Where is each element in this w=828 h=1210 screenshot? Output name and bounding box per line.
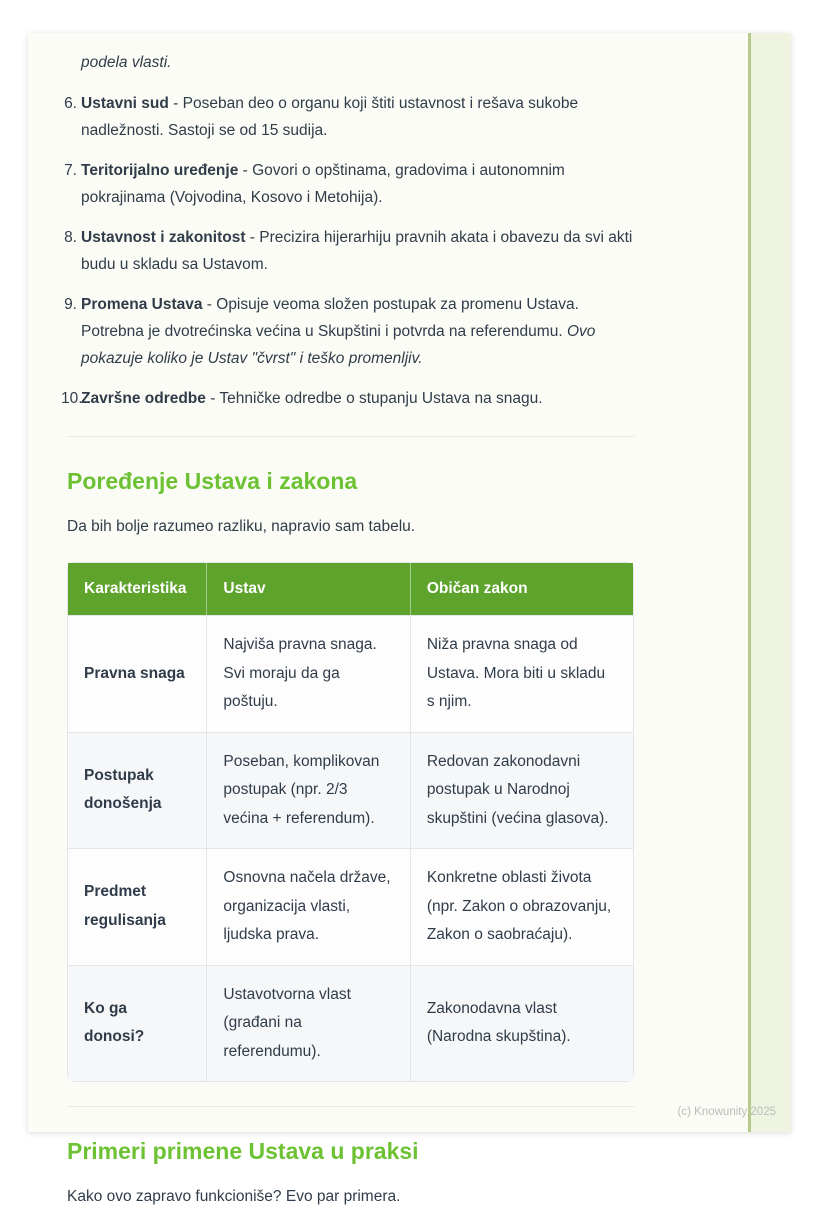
table-body <box>68 615 633 1081</box>
table-cell-ustav: Najviša pravna snaga. Svi moraju da ga poštuju. <box>206 615 409 732</box>
side-accent-strip <box>748 33 791 1132</box>
document-card <box>28 33 791 1205</box>
list-item-number: 6. <box>64 95 77 112</box>
document-content <box>61 49 634 1210</box>
table-header-ustav: Ustav <box>206 563 409 615</box>
comparison-table <box>67 562 634 1082</box>
list-item <box>61 385 634 412</box>
section-title-examples: Primeri primene Ustava u praksi <box>67 1138 419 1164</box>
list-item-text: Promena Ustava - Opisuje veoma složen postupak za promenu Ustava. Potrebna je dvotrećinska većina u Skupštini i potvrda na referendumu. Ovo pokazuje koliko je Ustav "čvrst" i teško promenljiv. <box>81 296 596 367</box>
section-divider <box>67 436 634 437</box>
table-cell-zakon: Zakonodavna vlast (Narodna skupština). <box>410 965 633 1082</box>
table-cell-label: Predmet regulisanja <box>68 848 206 965</box>
table-cell-ustav: Poseban, komplikovan postupak (npr. 2/3 većina + referendum). <box>206 732 409 849</box>
list-item <box>64 157 634 211</box>
table-cell-ustav: Ustavotvorna vlast (građani na referendumu). <box>206 965 409 1082</box>
table-header-row <box>68 563 633 615</box>
list-item-text: Završne odredbe - Tehničke odredbe o stupanju Ustava na snagu. <box>81 390 543 407</box>
table-cell-zakon: Konkretne oblasti života (npr. Zakon o obrazovanju, Zakon o saobraćaju). <box>410 848 633 965</box>
table-row <box>68 615 633 732</box>
list-item <box>64 291 634 372</box>
table-header-obican-zakon: Običan zakon <box>410 563 633 615</box>
table-cell-label: Pravna snaga <box>68 615 206 732</box>
section-title-comparison: Poređenje Ustava i zakona <box>67 468 358 494</box>
table-row <box>68 732 633 849</box>
table-cell-zakon: Niža pravna snaga od Ustava. Mora biti u skladu s njim. <box>410 615 633 732</box>
table-cell-label: Postupak donošenja <box>68 732 206 849</box>
table-header-karakteristika: Karakteristika <box>68 563 206 615</box>
list-item-text: Ustavni sud - Poseban deo o organu koji štiti ustavnost i rešava sukobe nadležnosti. Sastoji se od 15 sudija. <box>81 95 579 139</box>
list-item-text: Teritorijalno uređenje - Govori o opštinama, gradovima i autonomnim pokrajinama (Vojvodina, Kosovo i Metohija). <box>81 162 565 206</box>
table-row <box>68 965 633 1082</box>
table-row <box>68 848 633 965</box>
table-cell-label: Ko ga donosi? <box>68 965 206 1082</box>
list-item <box>64 224 634 278</box>
paragraph-comparison-lead: Da bih bolje razumeo razliku, napravio sam tabelu. <box>67 518 416 535</box>
numbered-list <box>61 90 634 412</box>
list-item-number: 7. <box>64 162 77 179</box>
list-item-text: Ustavnost i zakonitost - Precizira hijerarhiju pravnih akata i obavezu da svi akti budu u skladu sa Ustavom. <box>81 229 633 273</box>
paragraph-runoff: podela vlasti. <box>81 54 172 71</box>
copyright-watermark: (c) Knowunity 2025 <box>677 1106 776 1118</box>
list-item-number: 9. <box>64 296 77 313</box>
list-item-number: 8. <box>64 229 77 246</box>
table-cell-zakon: Redovan zakonodavni postupak u Narodnoj skupštini (većina glasova). <box>410 732 633 849</box>
list-item-number: 10. <box>61 390 83 407</box>
section-divider <box>67 1106 634 1107</box>
table-cell-ustav: Osnovna načela države, organizacija vlasti, ljudska prava. <box>206 848 409 965</box>
paragraph-examples-lead: Kako ovo zapravo funkcioniše? Evo par primera. <box>67 1188 401 1205</box>
list-item <box>64 90 634 144</box>
